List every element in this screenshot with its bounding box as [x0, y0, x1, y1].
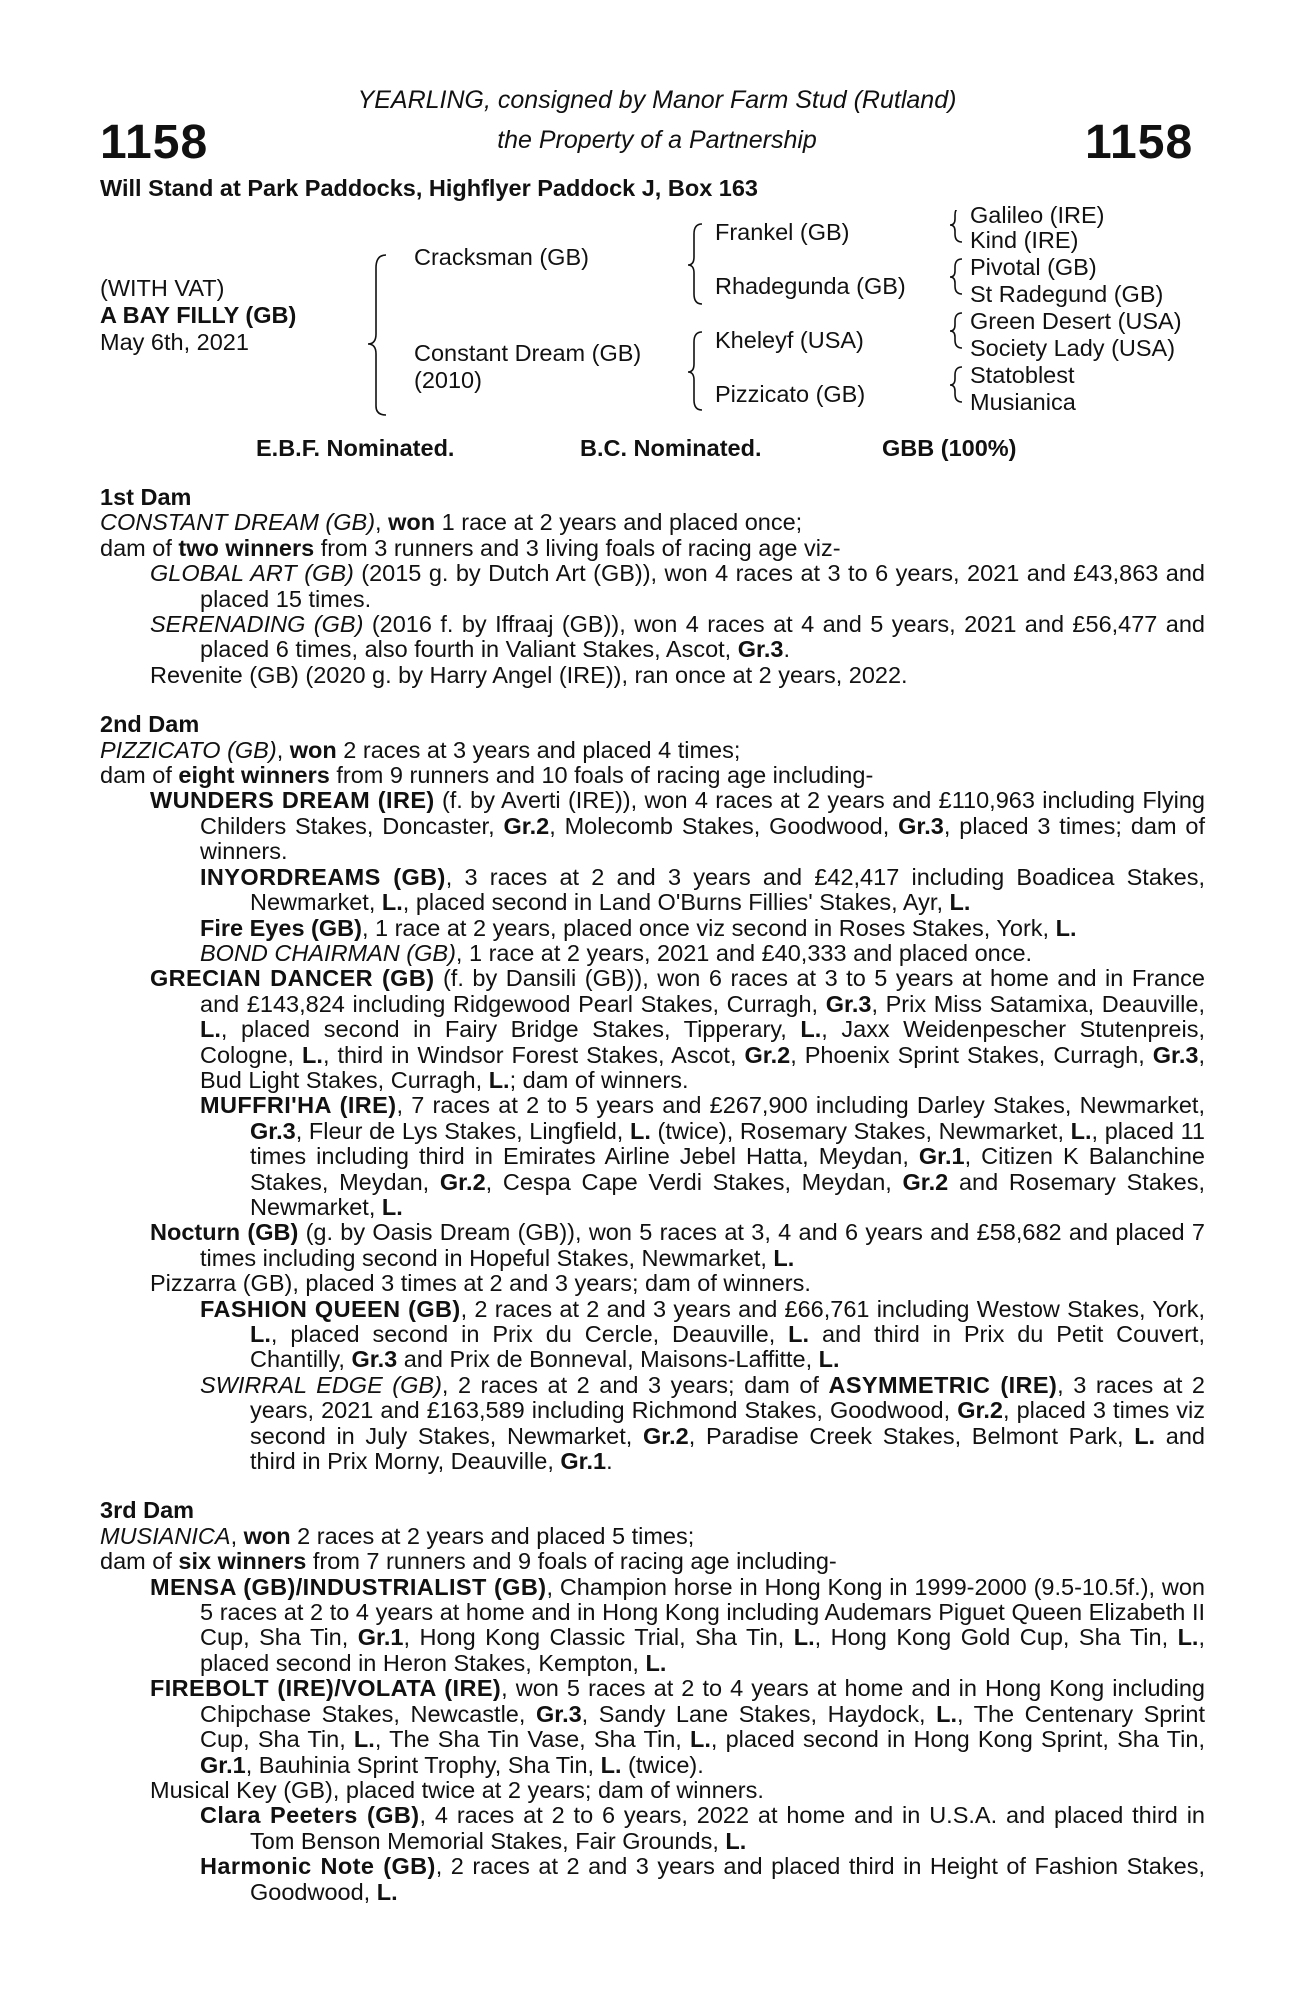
gbb-note: GBB (100%): [882, 435, 1017, 461]
produce-musical-key: Musical Key (GB), placed twice at 2 years; dam of winners.: [150, 1776, 764, 1803]
second-dam-produce-line: dam of eight winners from 9 runners and 10 foals of racing age including-: [100, 762, 874, 789]
consignment-line: YEARLING, consigned by Manor Farm Stud (Rutland): [357, 86, 957, 114]
pedigree-table: [0, 202, 1314, 425]
grandsire-2: Pivotal (GB): [970, 254, 1097, 280]
granddam-4: Musianica: [970, 389, 1076, 415]
second-dam-heading: 2nd Dam: [100, 711, 200, 738]
produce-inyordreams: INYORDREAMS (GB), 3 races at 2 and 3 years and £42,417 including Boadicea Stakes, Newmarket, L., placed second in Land O'Burns Fillies' Stakes, Ayr, L.: [200, 863, 1206, 916]
produce-clara-peeters: Clara Peeters (GB), 4 races at 2 to 6 years, 2022 at home and in U.S.A. and placed third in Tom Benson Memorial Stakes, Fair Grounds, L.: [200, 1802, 1205, 1854]
sire-dam: Rhadegunda (GB): [715, 273, 906, 299]
produce-pizzarra: Pizzarra (GB), placed 3 times at 2 and 3 years; dam of winners.: [150, 1270, 811, 1297]
granddam-1: Kind (IRE): [970, 227, 1079, 253]
property-line: the Property of a Partnership: [497, 126, 817, 154]
first-dam-heading: 1st Dam: [100, 484, 192, 510]
produce-serenading: SERENADING (GB) (2016 f. by Iffraaj (GB)), won 4 races at 4 and 5 years, 2021 and £56,477 and placed 6 times, also fourth in Valiant Stakes, Ascot, Gr.3.: [150, 611, 1205, 663]
produce-revenite: Revenite (GB) (2020 g. by Harry Angel (IRE)), ran once at 2 years, 2022.: [150, 661, 908, 688]
bracket-main: [368, 255, 386, 415]
third-dam-section: [100, 1498, 1205, 1905]
lot-number-right: 1158: [1085, 116, 1194, 169]
foaling-date: May 6th, 2021: [100, 329, 249, 355]
horse-name: A BAY FILLY (GB): [100, 302, 297, 328]
dam-sire: Kheleyf (USA): [715, 327, 864, 353]
vat-note: (WITH VAT): [100, 275, 225, 301]
third-dam-heading: 3rd Dam: [100, 1497, 195, 1524]
produce-grecian-dancer: GRECIAN DANCER (GB) (f. by Dansili (GB)), won 6 races at 3 to 5 years at home and in France and £143,824 including Ridgewood Pearl Stakes, Curragh, Gr.3, Prix Miss Satamixa, Deauville, L., placed second in Fairy Bridge Stakes, Tipperary, L., Jaxx Weidenpescher Stutenpreis, Cologne, L., third in Windsor Forest Stakes, Ascot, Gr.2, Phoenix Sprint Stakes, Curragh, Gr.3, Bud Light Stakes, Curragh, L.; dam of winners.: [150, 965, 1205, 1093]
sire-sire: Frankel (GB): [715, 219, 850, 245]
produce-fire-eyes: Fire Eyes (GB), 1 race at 2 years, placed once viz second in Roses Stakes, York, L.: [200, 914, 1077, 941]
first-dam-produce-line: dam of two winners from 3 runners and 3 living foals of racing age viz-: [100, 534, 841, 561]
dam-year: (2010): [414, 367, 482, 393]
second-dam-section: [100, 712, 1205, 1474]
bracket-dam: [688, 332, 702, 410]
bracket-g3: [950, 313, 962, 348]
family-section: [100, 485, 1205, 1905]
produce-swirral-edge: SWIRRAL EDGE (GB), 2 races at 2 and 3 years; dam of ASYMMETRIC (IRE), 3 races at 2 years, 2021 and £163,589 including Richmond Stakes, Goodwood, Gr.2, placed 3 times viz second in July Stakes, Newmarket, Gr.2, Paradise Creek Stakes, Belmont Park, L. and third in Prix Morny, Deauville, Gr.1.: [200, 1371, 1205, 1475]
grandsire-3: Green Desert (USA): [970, 308, 1182, 334]
second-dam-line: PIZZICATO (GB), won 2 races at 3 years and placed 4 times;: [100, 736, 741, 763]
granddam-2: St Radegund (GB): [970, 281, 1164, 307]
lot-number-left: 1158: [100, 116, 209, 169]
produce-harmonic-note: Harmonic Note (GB), 2 races at 2 and 3 years and placed third in Height of Fashion Stakes, Goodwood, L.: [200, 1853, 1205, 1905]
sire: Cracksman (GB): [414, 244, 589, 270]
produce-wunders-dream: WUNDERS DREAM (IRE) (f. by Averti (IRE)), won 4 races at 2 years and £110,963 including Flying Childers Stakes, Doncaster, Gr.2, Molecomb Stakes, Goodwood, Gr.3, placed 3 times; dam of winners.: [150, 787, 1206, 865]
third-dam-line: MUSIANICA, won 2 races at 2 years and placed 5 times;: [100, 1522, 695, 1549]
bracket-g2: [950, 259, 962, 294]
granddam-3: Society Lady (USA): [970, 335, 1176, 361]
bracket-sire: [688, 224, 702, 304]
produce-bond-chairman: BOND CHAIRMAN (GB), 1 race at 2 years, 2021 and £40,333 and placed once.: [200, 939, 1033, 966]
produce-global-art: GLOBAL ART (GB) (2015 g. by Dutch Art (GB)), won 4 races at 3 to 6 years, 2021 and £43,863 and placed 15 times.: [150, 560, 1205, 612]
dam-dam: Pizzicato (GB): [715, 381, 866, 407]
first-dam-section: [100, 485, 1205, 688]
produce-fashion-queen: FASHION QUEEN (GB), 2 races at 2 and 3 years and £66,761 including Westow Stakes, York, L., placed second in Prix du Cercle, Deauville, L. and third in Prix du Petit Couvert, Chantilly, Gr.3 and Prix de Bonneval, Maisons-Laffitte, L.: [200, 1295, 1205, 1373]
dam: Constant Dream (GB): [414, 340, 642, 366]
bc-nomination: B.C. Nominated.: [580, 435, 762, 461]
third-dam-produce-line: dam of six winners from 7 runners and 9 foals of racing age including-: [100, 1548, 837, 1575]
ebf-nomination: E.B.F. Nominated.: [256, 435, 455, 461]
grandsire-1: Galileo (IRE): [970, 202, 1105, 228]
produce-firebolt: FIREBOLT (IRE)/VOLATA (IRE), won 5 races at 2 to 4 years at home and in Hong Kong including Chipchase Stakes, Newcastle, Gr.3, Sandy Lane Stakes, Haydock, L., The Centenary Sprint Cup, Sha Tin, L., The Sha Tin Vase, Sha Tin, L., placed second in Hong Kong Sprint, Sha Tin, Gr.1, Bauhinia Sprint Trophy, Sha Tin, L. (twice).: [150, 1675, 1206, 1778]
produce-muffriha: MUFFRI'HA (IRE), 7 races at 2 to 5 years and £267,900 including Darley Stakes, Newmarket, Gr.3, Fleur de Lys Stakes, Lingfield, L. (twice), Rosemary Stakes, Newmarket, L., placed 11 times including third in Emirates Airline Jebel Hatta, Meydan, Gr.1, Citizen K Balanchine Stakes, Meydan, Gr.2, Cespa Cape Verdi Stakes, Meydan, Gr.2 and Rosemary Stakes, Newmarket, L.: [200, 1092, 1206, 1220]
bracket-g1: [950, 210, 962, 242]
produce-nocturn: Nocturn (GB) (g. by Oasis Dream (GB)), won 5 races at 3, 4 and 6 years and £58,682 and placed 7 times including second in Hopeful Stakes, Newmarket, L.: [150, 1219, 1205, 1271]
produce-mensa: MENSA (GB)/INDUSTRIALIST (GB), Champion horse in Hong Kong in 1999-2000 (9.5-10.5f.), won 5 races at 2 to 4 years at home and in Hong Kong including Audemars Piguet Queen Elizabeth II Cup, Sha Tin, Gr.1, Hong Kong Classic Trial, Sha Tin, L., Hong Kong Gold Cup, Sha Tin, L., placed second in Heron Stakes, Kempton, L.: [150, 1573, 1205, 1676]
grandsire-4: Statoblest: [970, 362, 1075, 388]
first-dam-line: CONSTANT DREAM (GB), won 1 race at 2 years and placed once;: [100, 509, 803, 536]
bracket-g4: [950, 367, 962, 402]
stand-location: Will Stand at Park Paddocks, Highflyer Paddock J, Box 163: [100, 175, 758, 201]
